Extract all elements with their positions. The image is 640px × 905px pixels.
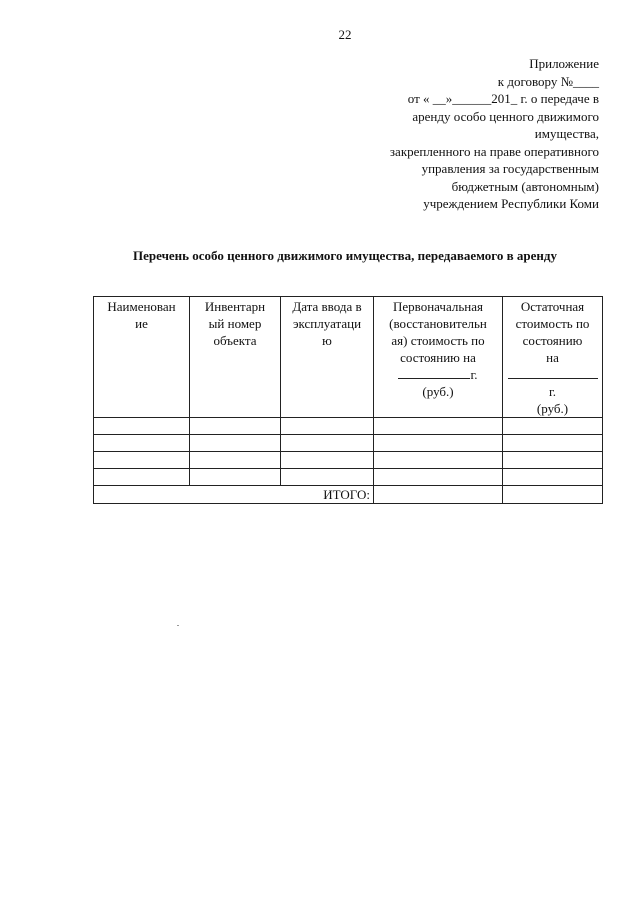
table-cell[interactable] [503,469,603,486]
table-cell[interactable] [374,469,503,486]
date-blank-line [398,366,470,379]
table-cell[interactable] [281,435,374,452]
table-cell[interactable] [190,452,281,469]
table-cell[interactable] [281,452,374,469]
total-label: ИТОГО: [94,486,374,504]
table-cell[interactable] [503,418,603,435]
table-cell[interactable] [281,418,374,435]
header-initial-cost: Первоначальная (восстановительн ая) стоимость по состоянию на г. (руб.) [374,297,503,418]
header-name: Наименован ие [94,297,190,418]
appendix-line: закрепленного на праве оперативного [389,143,599,159]
table-cell[interactable] [94,452,190,469]
total-row [94,486,603,504]
table-cell[interactable] [374,418,503,435]
appendix-line: Приложение [529,56,599,71]
header-commissioning-date: Дата ввода в эксплуатаци ю [281,297,374,418]
page-number: 22 [338,27,352,42]
table-header-row [94,297,603,418]
document-title: Перечень особо ценного движимого имущества, передаваемого в аренду [133,248,557,263]
date-blank-line [508,366,598,379]
total-initial-cell[interactable] [374,486,503,504]
table-cell[interactable] [190,418,281,435]
table-row [94,452,603,469]
scan-speck [177,625,179,626]
table-cell[interactable] [94,435,190,452]
table-cell[interactable] [281,469,374,486]
table-cell[interactable] [503,435,603,452]
table-cell[interactable] [190,435,281,452]
appendix-line: к договору №____ [497,73,599,89]
table-row [94,435,603,452]
total-residual-cell[interactable] [503,486,603,504]
header-residual-cost: Остаточная стоимость по состоянию на г. (руб.) [503,297,603,418]
appendix-line: бюджетным (автономным) [451,178,599,194]
appendix-line: от « __»______201_ г. о передаче в [407,91,599,106]
table-cell[interactable] [503,452,603,469]
table-row [94,418,603,435]
appendix-line: имущества, [534,126,599,141]
table-cell[interactable] [190,469,281,486]
appendix-block [299,55,599,213]
table-cell[interactable] [94,418,190,435]
table-row [94,469,603,486]
appendix-line: учреждением Республики Коми [423,196,599,211]
header-inventory-number: Инвентарн ый номер объекта [190,297,281,418]
appendix-line: управления за государственным [421,161,599,176]
assets-table [93,296,603,504]
table-cell[interactable] [374,452,503,469]
appendix-line: аренду особо ценного движимого [412,108,599,124]
table-cell[interactable] [94,469,190,486]
table-cell[interactable] [374,435,503,452]
